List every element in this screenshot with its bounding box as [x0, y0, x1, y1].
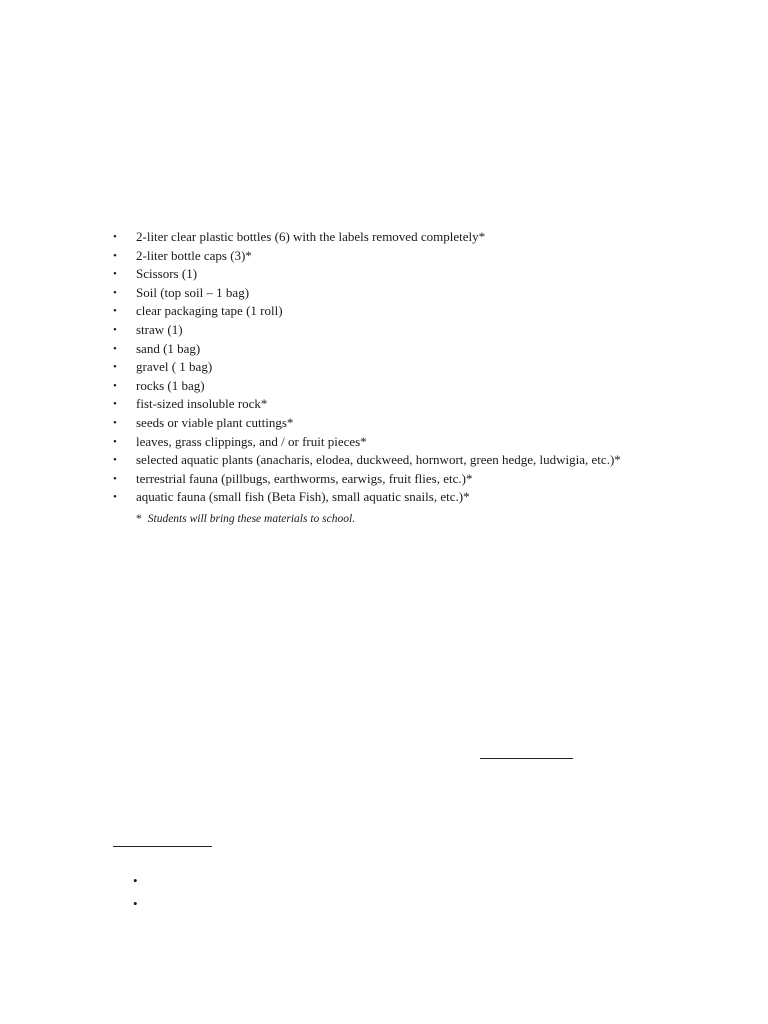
bullet-icon: • — [113, 361, 117, 374]
footnote-text: Students will bring these materials to school. — [147, 513, 356, 525]
bullet-icon: • — [113, 398, 117, 411]
list-item-text: Soil (top soil – 1 bag) — [136, 284, 250, 300]
bullet-icon: • — [113, 379, 117, 392]
footnote — [136, 513, 355, 525]
list-item-text: rocks (1 bag) — [136, 377, 205, 393]
bullet-icon: • — [133, 873, 138, 888]
bullet-icon: • — [113, 268, 117, 281]
bullet-icon: • — [113, 231, 117, 243]
list-item-text: 2-liter bottle caps (3)* — [136, 247, 252, 263]
bullet-icon: • — [113, 323, 117, 336]
underline-rule-right — [480, 758, 573, 759]
bullet-icon: • — [113, 416, 117, 429]
list-item-text: selected aquatic plants (anacharis, elodea, duckweed, hornwort, green hedge, ludwigia, etc.)* — [136, 452, 621, 468]
list-item-text: aquatic fauna (small fish (Beta Fish), small aquatic snails, etc.)* — [136, 489, 470, 505]
empty-bullet-list — [133, 869, 138, 915]
list-item-text: leaves, grass clippings, and / or fruit pieces* — [136, 433, 367, 449]
bullet-icon: • — [113, 491, 117, 504]
list-item — [113, 377, 621, 396]
list-item-text: gravel ( 1 bag) — [136, 359, 213, 375]
list-item — [113, 284, 621, 303]
list-item — [113, 470, 621, 489]
footnote-asterisk: * — [136, 513, 142, 525]
list-item — [113, 414, 621, 433]
list-item-text: straw (1) — [136, 321, 183, 337]
bullet-icon: • — [113, 454, 117, 467]
list-item-text: seeds or viable plant cuttings* — [136, 414, 294, 430]
list-item — [113, 395, 621, 414]
list-item-text: fist-sized insoluble rock* — [136, 396, 268, 412]
bullet-icon: • — [113, 305, 117, 318]
list-item — [113, 488, 621, 507]
list-item-text: Scissors (1) — [136, 266, 198, 282]
list-item-text: clear packaging tape (1 roll) — [136, 303, 283, 319]
list-item — [113, 302, 621, 321]
list-item — [113, 228, 621, 247]
bullet-icon: • — [113, 342, 117, 355]
list-item — [113, 321, 621, 340]
list-item-text: terrestrial fauna (pillbugs, earthworms, earwigs, fruit flies, etc.)* — [136, 470, 473, 486]
list-item — [113, 358, 621, 377]
bullet-icon: • — [113, 286, 117, 299]
list-item — [113, 340, 621, 359]
list-item-text: 2-liter clear plastic bottles (6) with the labels removed completely* — [136, 229, 486, 244]
underline-rule-left — [113, 846, 212, 847]
bullet-icon: • — [113, 249, 117, 262]
list-item-text: sand (1 bag) — [136, 340, 201, 356]
list-item — [113, 265, 621, 284]
bullet-icon: • — [113, 435, 117, 448]
bullet-icon: • — [113, 472, 117, 485]
list-item — [113, 451, 621, 470]
list-item — [113, 247, 621, 266]
materials-list — [113, 228, 621, 507]
bullet-icon: • — [133, 896, 138, 911]
list-item — [113, 433, 621, 452]
